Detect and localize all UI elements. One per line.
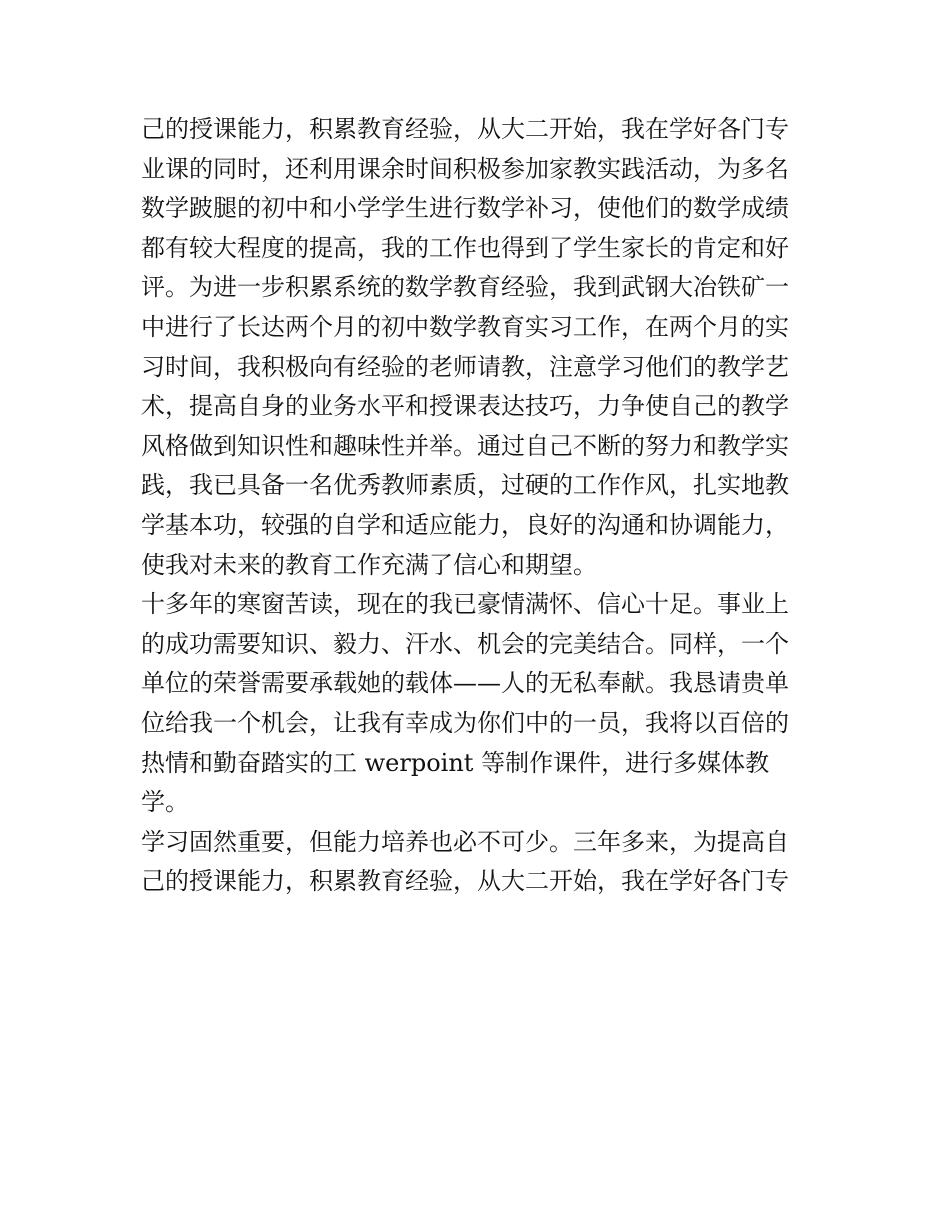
text-line: 学。 (141, 788, 189, 817)
text-line: 使我对未来的教育工作充满了信心和期望。 (141, 550, 597, 579)
body-text (141, 110, 821, 902)
text-line: 术，提高自身的业务水平和授课表达技巧，力争使自己的教学 (141, 392, 789, 421)
text-line: 都有较大程度的提高，我的工作也得到了学生家长的肯定和好 (141, 233, 789, 262)
text-line: 数学跛腿的初中和小学学生进行数学补习，使他们的数学成绩 (141, 194, 789, 223)
text-line: 己的授课能力，积累教育经验，从大二开始，我在学好各门专 (141, 115, 789, 143)
text-line: 己的授课能力，积累教育经验，从大二开始，我在学好各门专 (141, 867, 789, 896)
text-line: 位给我一个机会，让我有幸成为你们中的一员，我将以百倍的 (141, 708, 789, 737)
text-line: 十多年的寒窗苦读，现在的我已豪情满怀、信心十足。事业上 (141, 590, 789, 619)
text-line: 评。为进一步积累系统的数学教育经验，我到武钢大冶铁矿一 (141, 273, 789, 302)
text-line: 中进行了长达两个月的初中数学教育实习工作，在两个月的实 (141, 312, 789, 341)
text-line: 热情和勤奋踏实的工 werpoint 等制作课件，进行多媒体教 (141, 748, 770, 777)
text-line: 习时间，我积极向有经验的老师请教，注意学习他们的教学艺 (141, 352, 789, 381)
text-line: 的成功需要知识、毅力、汗水、机会的完美结合。同样，一个 (141, 629, 789, 658)
text-line: 学习固然重要，但能力培养也必不可少。三年多来，为提高自 (141, 827, 789, 856)
text-line: 风格做到知识性和趣味性并举。通过自己不断的努力和教学实 (141, 431, 789, 460)
text-line: 践，我已具备一名优秀教师素质，过硬的工作作风，扎实地教 (141, 471, 789, 500)
text-line: 学基本功，较强的自学和适应能力，良好的沟通和协调能力， (141, 510, 789, 539)
text-line: 单位的荣誉需要承载她的载体——人的无私奉献。我恳请贵单 (141, 669, 789, 698)
text-line: 业课的同时，还利用课余时间积极参加家教实践活动，为多名 (141, 154, 789, 183)
